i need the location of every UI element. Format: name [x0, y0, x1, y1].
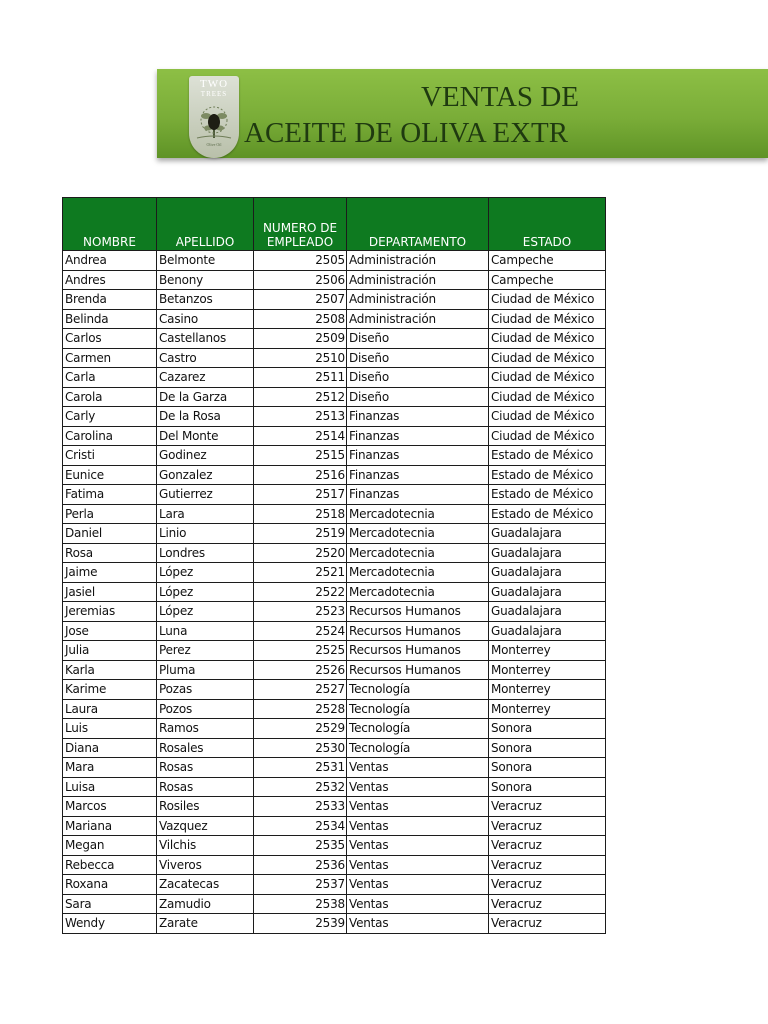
- cell-numero-empleado[interactable]: 2514: [254, 426, 347, 446]
- cell-numero-empleado[interactable]: 2527: [254, 680, 347, 700]
- cell-departamento[interactable]: Mercadotecnia: [347, 504, 489, 524]
- cell-estado[interactable]: Guadalajara: [489, 582, 606, 602]
- cell-numero-empleado[interactable]: 2538: [254, 894, 347, 914]
- table-row: [63, 251, 606, 271]
- cell-nombre[interactable]: Daniel: [63, 524, 157, 544]
- cell-departamento[interactable]: Mercadotecnia: [347, 524, 489, 544]
- cell-apellido[interactable]: Linio: [157, 524, 254, 544]
- cell-departamento[interactable]: Ventas: [347, 758, 489, 778]
- cell-departamento[interactable]: Recursos Humanos: [347, 621, 489, 641]
- cell-nombre[interactable]: Roxana: [63, 875, 157, 895]
- cell-apellido[interactable]: Lara: [157, 504, 254, 524]
- table-row: [63, 602, 606, 622]
- cell-numero-empleado[interactable]: 2535: [254, 836, 347, 856]
- table-row: [63, 894, 606, 914]
- cell-numero-empleado[interactable]: 2506: [254, 270, 347, 290]
- cell-nombre[interactable]: Carlos: [63, 329, 157, 349]
- cell-nombre[interactable]: Marcos: [63, 797, 157, 817]
- cell-estado[interactable]: Estado de México: [489, 465, 606, 485]
- cell-numero-empleado[interactable]: 2513: [254, 407, 347, 427]
- cell-numero-empleado[interactable]: 2531: [254, 758, 347, 778]
- table-row: [63, 309, 606, 329]
- cell-departamento[interactable]: Diseño: [347, 387, 489, 407]
- table-row: [63, 270, 606, 290]
- cell-numero-empleado[interactable]: 2520: [254, 543, 347, 563]
- cell-nombre[interactable]: Mariana: [63, 816, 157, 836]
- employee-table: [62, 197, 606, 934]
- cell-departamento[interactable]: Mercadotecnia: [347, 563, 489, 583]
- cell-departamento[interactable]: Administración: [347, 251, 489, 271]
- cell-nombre[interactable]: Diana: [63, 738, 157, 758]
- cell-estado[interactable]: Monterrey: [489, 660, 606, 680]
- cell-nombre[interactable]: Rebecca: [63, 855, 157, 875]
- cell-apellido[interactable]: Zacatecas: [157, 875, 254, 895]
- cell-estado[interactable]: Campeche: [489, 251, 606, 271]
- cell-estado[interactable]: Monterrey: [489, 699, 606, 719]
- cell-departamento[interactable]: Recursos Humanos: [347, 641, 489, 661]
- olive-tree-logo-icon: [189, 76, 239, 158]
- cell-nombre[interactable]: Carly: [63, 407, 157, 427]
- table-row: [63, 641, 606, 661]
- cell-nombre[interactable]: Carla: [63, 368, 157, 388]
- cell-departamento[interactable]: Tecnología: [347, 699, 489, 719]
- table-row: [63, 680, 606, 700]
- cell-departamento[interactable]: Administración: [347, 270, 489, 290]
- cell-estado[interactable]: Ciudad de México: [489, 368, 606, 388]
- cell-numero-empleado[interactable]: 2518: [254, 504, 347, 524]
- column-header-nombre[interactable]: NOMBRE: [63, 198, 157, 251]
- cell-nombre[interactable]: Luisa: [63, 777, 157, 797]
- cell-numero-empleado[interactable]: 2529: [254, 719, 347, 739]
- cell-nombre[interactable]: Laura: [63, 699, 157, 719]
- logo-text-mid: TREES: [200, 90, 228, 98]
- table-row: [63, 465, 606, 485]
- cell-nombre[interactable]: Wendy: [63, 914, 157, 934]
- cell-departamento[interactable]: Ventas: [347, 855, 489, 875]
- cell-apellido[interactable]: Godinez: [157, 446, 254, 466]
- column-header-estado[interactable]: ESTADO: [489, 198, 606, 251]
- cell-numero-empleado[interactable]: 2519: [254, 524, 347, 544]
- cell-apellido[interactable]: Vazquez: [157, 816, 254, 836]
- table-row: [63, 699, 606, 719]
- cell-numero-empleado[interactable]: 2509: [254, 329, 347, 349]
- cell-estado[interactable]: Sonora: [489, 738, 606, 758]
- cell-apellido[interactable]: Rosas: [157, 758, 254, 778]
- cell-nombre[interactable]: Jeremias: [63, 602, 157, 622]
- cell-departamento[interactable]: Ventas: [347, 914, 489, 934]
- table-header-row: [63, 198, 606, 251]
- cell-departamento[interactable]: Administración: [347, 290, 489, 310]
- cell-apellido[interactable]: Zarate: [157, 914, 254, 934]
- cell-numero-empleado[interactable]: 2512: [254, 387, 347, 407]
- table-row: [63, 426, 606, 446]
- table-row: [63, 582, 606, 602]
- cell-apellido[interactable]: Pluma: [157, 660, 254, 680]
- logo-text-bottom: Olive Oil: [206, 142, 222, 147]
- cell-apellido[interactable]: De la Rosa: [157, 407, 254, 427]
- cell-nombre[interactable]: Karla: [63, 660, 157, 680]
- cell-apellido[interactable]: Castellanos: [157, 329, 254, 349]
- cell-estado[interactable]: Guadalajara: [489, 543, 606, 563]
- cell-numero-empleado[interactable]: 2515: [254, 446, 347, 466]
- cell-departamento[interactable]: Mercadotecnia: [347, 543, 489, 563]
- cell-numero-empleado[interactable]: 2507: [254, 290, 347, 310]
- cell-estado[interactable]: Guadalajara: [489, 621, 606, 641]
- table-row: [63, 387, 606, 407]
- cell-departamento[interactable]: Recursos Humanos: [347, 660, 489, 680]
- cell-departamento[interactable]: Finanzas: [347, 407, 489, 427]
- cell-nombre[interactable]: Perla: [63, 504, 157, 524]
- cell-nombre[interactable]: Megan: [63, 836, 157, 856]
- cell-departamento[interactable]: Finanzas: [347, 426, 489, 446]
- cell-apellido[interactable]: López: [157, 602, 254, 622]
- cell-estado[interactable]: Ciudad de México: [489, 329, 606, 349]
- table-row: [63, 329, 606, 349]
- table-row: [63, 504, 606, 524]
- cell-apellido[interactable]: Rosas: [157, 777, 254, 797]
- cell-apellido[interactable]: De la Garza: [157, 387, 254, 407]
- cell-departamento[interactable]: Tecnología: [347, 719, 489, 739]
- table-row: [63, 719, 606, 739]
- table-row: [63, 816, 606, 836]
- cell-estado[interactable]: Ciudad de México: [489, 426, 606, 446]
- cell-apellido[interactable]: López: [157, 582, 254, 602]
- cell-departamento[interactable]: Ventas: [347, 816, 489, 836]
- cell-numero-empleado[interactable]: 2537: [254, 875, 347, 895]
- table-row: [63, 524, 606, 544]
- cell-numero-empleado[interactable]: 2536: [254, 855, 347, 875]
- cell-nombre[interactable]: Luis: [63, 719, 157, 739]
- cell-numero-empleado[interactable]: 2528: [254, 699, 347, 719]
- cell-estado[interactable]: Guadalajara: [489, 602, 606, 622]
- cell-apellido[interactable]: Casino: [157, 309, 254, 329]
- cell-nombre[interactable]: Julia: [63, 641, 157, 661]
- table-row: [63, 758, 606, 778]
- cell-estado[interactable]: Guadalajara: [489, 563, 606, 583]
- cell-nombre[interactable]: Eunice: [63, 465, 157, 485]
- column-header-apellido[interactable]: APELLIDO: [157, 198, 254, 251]
- cell-numero-empleado[interactable]: 2525: [254, 641, 347, 661]
- cell-apellido[interactable]: Benony: [157, 270, 254, 290]
- table-row: [63, 485, 606, 505]
- table-row: [63, 660, 606, 680]
- cell-apellido[interactable]: Betanzos: [157, 290, 254, 310]
- cell-departamento[interactable]: Diseño: [347, 368, 489, 388]
- cell-nombre[interactable]: Cristi: [63, 446, 157, 466]
- cell-numero-empleado[interactable]: 2534: [254, 816, 347, 836]
- cell-apellido[interactable]: Del Monte: [157, 426, 254, 446]
- cell-numero-empleado[interactable]: 2530: [254, 738, 347, 758]
- cell-departamento[interactable]: Ventas: [347, 777, 489, 797]
- cell-estado[interactable]: Ciudad de México: [489, 387, 606, 407]
- cell-estado[interactable]: Estado de México: [489, 446, 606, 466]
- cell-estado[interactable]: Estado de México: [489, 485, 606, 505]
- cell-estado[interactable]: Campeche: [489, 270, 606, 290]
- cell-departamento[interactable]: Recursos Humanos: [347, 602, 489, 622]
- cell-estado[interactable]: Sonora: [489, 719, 606, 739]
- cell-estado[interactable]: Veracruz: [489, 855, 606, 875]
- cell-nombre[interactable]: Carola: [63, 387, 157, 407]
- cell-estado[interactable]: Ciudad de México: [489, 290, 606, 310]
- cell-apellido[interactable]: Viveros: [157, 855, 254, 875]
- cell-departamento[interactable]: Mercadotecnia: [347, 582, 489, 602]
- table-row: [63, 777, 606, 797]
- cell-apellido[interactable]: Ramos: [157, 719, 254, 739]
- cell-estado[interactable]: Sonora: [489, 758, 606, 778]
- cell-estado[interactable]: Estado de México: [489, 504, 606, 524]
- table-row: [63, 290, 606, 310]
- cell-numero-empleado[interactable]: 2523: [254, 602, 347, 622]
- cell-departamento[interactable]: Ventas: [347, 875, 489, 895]
- cell-nombre[interactable]: Belinda: [63, 309, 157, 329]
- cell-departamento[interactable]: Ventas: [347, 836, 489, 856]
- cell-numero-empleado[interactable]: 2516: [254, 465, 347, 485]
- cell-estado[interactable]: Veracruz: [489, 836, 606, 856]
- cell-numero-empleado[interactable]: 2510: [254, 348, 347, 368]
- cell-apellido[interactable]: López: [157, 563, 254, 583]
- cell-departamento[interactable]: Administración: [347, 309, 489, 329]
- table-row: [63, 855, 606, 875]
- cell-estado[interactable]: Veracruz: [489, 797, 606, 817]
- cell-departamento[interactable]: Tecnología: [347, 738, 489, 758]
- cell-estado[interactable]: Sonora: [489, 777, 606, 797]
- column-header-numero-empleado[interactable]: NUMERO DE EMPLEADO: [254, 198, 347, 251]
- logo-text-top: TWO: [199, 78, 229, 90]
- cell-apellido[interactable]: Pozas: [157, 680, 254, 700]
- cell-nombre[interactable]: Carolina: [63, 426, 157, 446]
- cell-nombre[interactable]: Jose: [63, 621, 157, 641]
- page-title-line2: ACEITE DE OLIVA EXTR: [244, 117, 569, 149]
- cell-nombre[interactable]: Fatima: [63, 485, 157, 505]
- cell-numero-empleado[interactable]: 2524: [254, 621, 347, 641]
- cell-nombre[interactable]: Carmen: [63, 348, 157, 368]
- cell-estado[interactable]: Ciudad de México: [489, 407, 606, 427]
- cell-numero-empleado[interactable]: 2533: [254, 797, 347, 817]
- table-row: [63, 875, 606, 895]
- cell-departamento[interactable]: Diseño: [347, 329, 489, 349]
- cell-estado[interactable]: Veracruz: [489, 875, 606, 895]
- cell-nombre[interactable]: Jasiel: [63, 582, 157, 602]
- table-row: [63, 738, 606, 758]
- cell-estado[interactable]: Guadalajara: [489, 524, 606, 544]
- cell-numero-empleado[interactable]: 2505: [254, 251, 347, 271]
- table-row: [63, 621, 606, 641]
- table-row: [63, 543, 606, 563]
- table-row: [63, 407, 606, 427]
- cell-nombre[interactable]: Karime: [63, 680, 157, 700]
- cell-estado[interactable]: Monterrey: [489, 680, 606, 700]
- cell-numero-empleado[interactable]: 2532: [254, 777, 347, 797]
- cell-numero-empleado[interactable]: 2539: [254, 914, 347, 934]
- cell-apellido[interactable]: Gonzalez: [157, 465, 254, 485]
- table-row: [63, 563, 606, 583]
- column-header-departamento[interactable]: DEPARTAMENTO: [347, 198, 489, 251]
- table-body: [63, 251, 606, 934]
- cell-nombre[interactable]: Mara: [63, 758, 157, 778]
- cell-estado[interactable]: Veracruz: [489, 914, 606, 934]
- cell-estado[interactable]: Veracruz: [489, 894, 606, 914]
- cell-apellido[interactable]: Zamudio: [157, 894, 254, 914]
- cell-departamento[interactable]: Ventas: [347, 797, 489, 817]
- cell-numero-empleado[interactable]: 2521: [254, 563, 347, 583]
- page-title-line1: VENTAS DE: [421, 81, 579, 113]
- cell-apellido[interactable]: Londres: [157, 543, 254, 563]
- table-row: [63, 797, 606, 817]
- cell-nombre[interactable]: Andrea: [63, 251, 157, 271]
- table-row: [63, 446, 606, 466]
- cell-nombre[interactable]: Rosa: [63, 543, 157, 563]
- cell-nombre[interactable]: Brenda: [63, 290, 157, 310]
- table-row: [63, 836, 606, 856]
- cell-departamento[interactable]: Tecnología: [347, 680, 489, 700]
- cell-apellido[interactable]: Gutierrez: [157, 485, 254, 505]
- cell-nombre[interactable]: Sara: [63, 894, 157, 914]
- cell-apellido[interactable]: Belmonte: [157, 251, 254, 271]
- cell-apellido[interactable]: Castro: [157, 348, 254, 368]
- cell-estado[interactable]: Veracruz: [489, 816, 606, 836]
- cell-departamento[interactable]: Diseño: [347, 348, 489, 368]
- table-row: [63, 914, 606, 934]
- cell-apellido[interactable]: Rosales: [157, 738, 254, 758]
- cell-departamento[interactable]: Finanzas: [347, 485, 489, 505]
- cell-departamento[interactable]: Ventas: [347, 894, 489, 914]
- cell-numero-empleado[interactable]: 2522: [254, 582, 347, 602]
- cell-numero-empleado[interactable]: 2508: [254, 309, 347, 329]
- cell-nombre[interactable]: Andres: [63, 270, 157, 290]
- cell-apellido[interactable]: Pozos: [157, 699, 254, 719]
- cell-apellido[interactable]: Vilchis: [157, 836, 254, 856]
- cell-apellido[interactable]: Luna: [157, 621, 254, 641]
- cell-nombre[interactable]: Jaime: [63, 563, 157, 583]
- cell-departamento[interactable]: Finanzas: [347, 446, 489, 466]
- cell-numero-empleado[interactable]: 2517: [254, 485, 347, 505]
- cell-estado[interactable]: Ciudad de México: [489, 309, 606, 329]
- cell-apellido[interactable]: Rosiles: [157, 797, 254, 817]
- cell-estado[interactable]: Monterrey: [489, 641, 606, 661]
- cell-estado[interactable]: Ciudad de México: [489, 348, 606, 368]
- table-row: [63, 368, 606, 388]
- cell-numero-empleado[interactable]: 2526: [254, 660, 347, 680]
- cell-apellido[interactable]: Cazarez: [157, 368, 254, 388]
- cell-departamento[interactable]: Finanzas: [347, 465, 489, 485]
- cell-numero-empleado[interactable]: 2511: [254, 368, 347, 388]
- table-row: [63, 348, 606, 368]
- cell-apellido[interactable]: Perez: [157, 641, 254, 661]
